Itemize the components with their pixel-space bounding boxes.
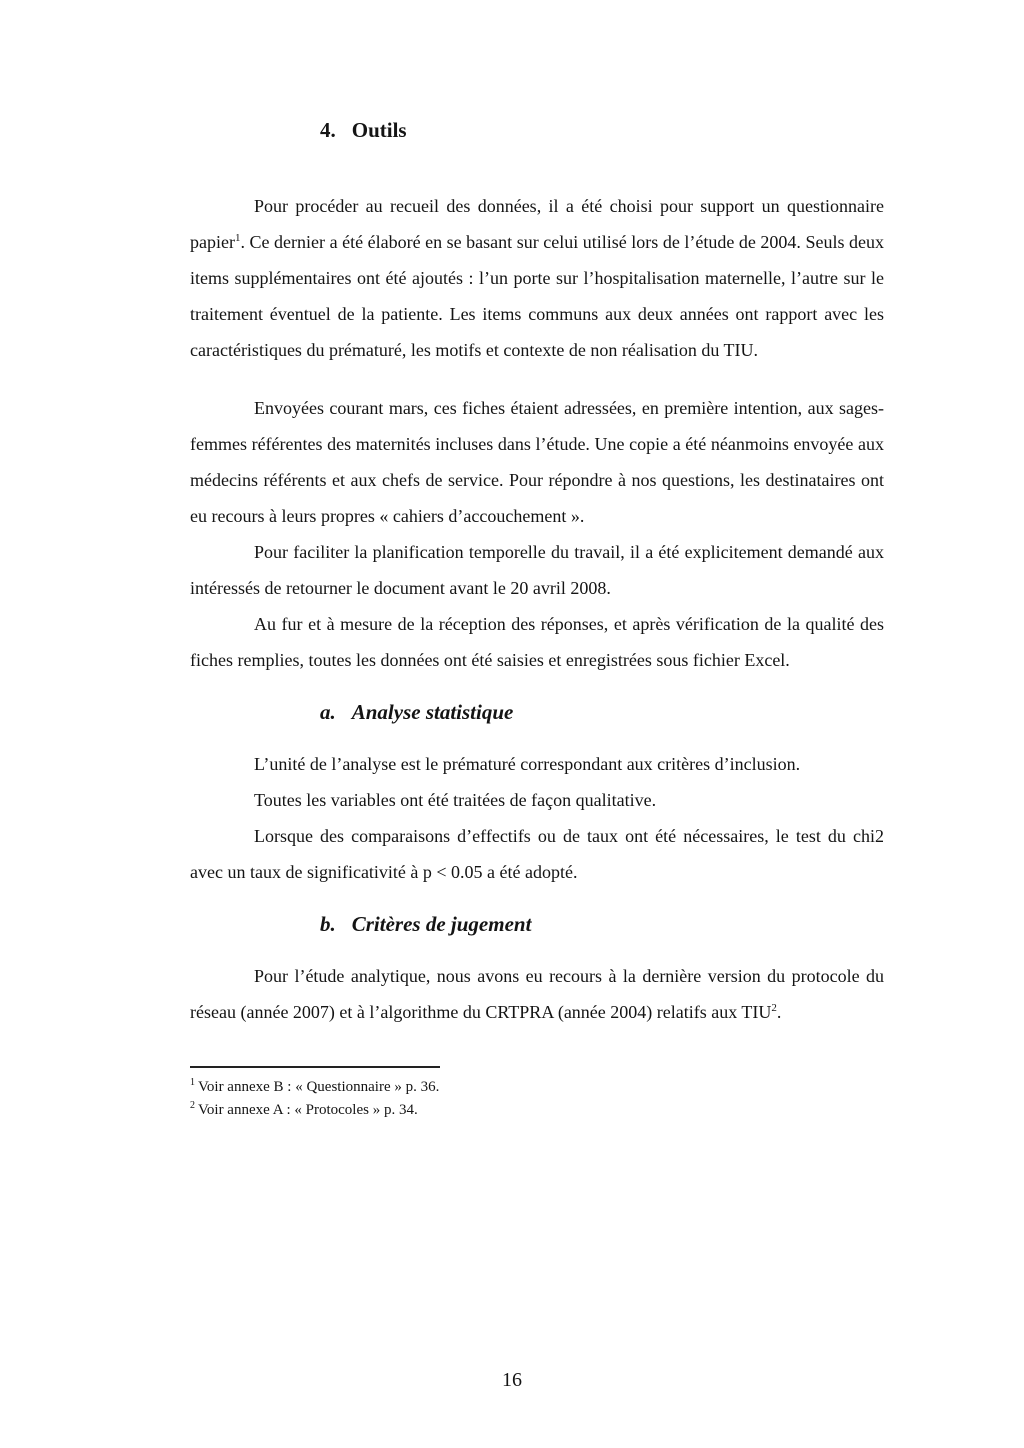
paragraph-envoi-fiches: Envoyées courant mars, ces fiches étaient adressées, en première intention, aux sages-femmes référentes des maternités incluses dans l’étude. Une copie a été néanmoins envoyée aux médecins référents et aux chefs de service. Pour répondre à nos questions, les destinataires ont eu recours à leurs propres « cahiers d’accouchement ». [190, 398, 884, 526]
paragraph-etude-analytique [190, 958, 884, 1030]
paragraph-recueil-donnees [190, 188, 884, 368]
paragraph-text: Pour procéder au recueil des données, il a été choisi pour support un questionnaire papier [190, 196, 884, 252]
paragraph-text: Pour l’étude analytique, nous avons eu recours à la dernière version du protocole du réseau (année 2007) et à l’algorithme du CRTPRA (année 2004) relatifs aux TIU [190, 966, 884, 1022]
section-number: 4. [320, 118, 336, 142]
paragraph-text: . [776, 1002, 782, 1022]
footnotes-section [190, 1066, 884, 1122]
section-title: Outils [351, 118, 407, 142]
section-heading-outils [320, 112, 884, 148]
paragraph-saisie-excel: Au fur et à mesure de la réception des réponses, et après vérification de la qualité des fiches remplies, toutes les données ont été saisies et enregistrées sous fichier Excel. [190, 614, 884, 670]
subsection-heading-analyse-statistique [320, 694, 884, 730]
footnote-text: Voir annexe A : « Protocoles » p. 34. [198, 1102, 418, 1118]
footnote-1 [190, 1076, 884, 1099]
paragraph-unite-analyse: L’unité de l’analyse est le prématuré correspondant aux critères d’inclusion. [254, 754, 801, 774]
footnote-text: Voir annexe B : « Questionnaire » p. 36. [198, 1079, 440, 1095]
page-content [190, 112, 884, 1122]
subsection-heading-criteres-jugement [320, 906, 884, 942]
footnote-ref-2: 2 [771, 1002, 777, 1014]
subsection-number: b. [320, 912, 336, 936]
paragraph-test-chi2: Lorsque des comparaisons d’effectifs ou de taux ont été nécessaires, le test du chi2 avec un taux de significativité à p < 0.05 a été adopté. [190, 826, 884, 882]
paragraph-text: . Ce dernier a été élaboré en se basant sur celui utilisé lors de l’étude de 2004. Seuls deux items supplémentaires ont été ajoutés : l’un porte sur l’hospitalisation maternelle, l’autre sur le traitement éventuel de la patiente. Les items communs aux deux années ont rapport avec les caractéristiques du prématuré, les motifs et contexte de non réalisation du TIU. [190, 232, 884, 360]
paragraph-planification: Pour faciliter la planification temporelle du travail, il a été explicitement demandé aux intéressés de retourner le document avant le 20 avril 2008. [190, 542, 884, 598]
footnote-ref-1: 1 [234, 232, 241, 244]
subsection-title: Analyse statistique [351, 700, 514, 724]
footnote-marker: 1 [190, 1077, 195, 1088]
subsection-title: Critères de jugement [351, 912, 532, 936]
footnote-2 [190, 1099, 884, 1122]
subsection-number: a. [320, 700, 336, 724]
paragraph-variables-qualitatives: Toutes les variables ont été traitées de façon qualitative. [254, 790, 657, 810]
footnote-separator [190, 1066, 440, 1068]
footnote-marker: 2 [190, 1100, 195, 1111]
page-number: 16 [502, 1369, 522, 1391]
